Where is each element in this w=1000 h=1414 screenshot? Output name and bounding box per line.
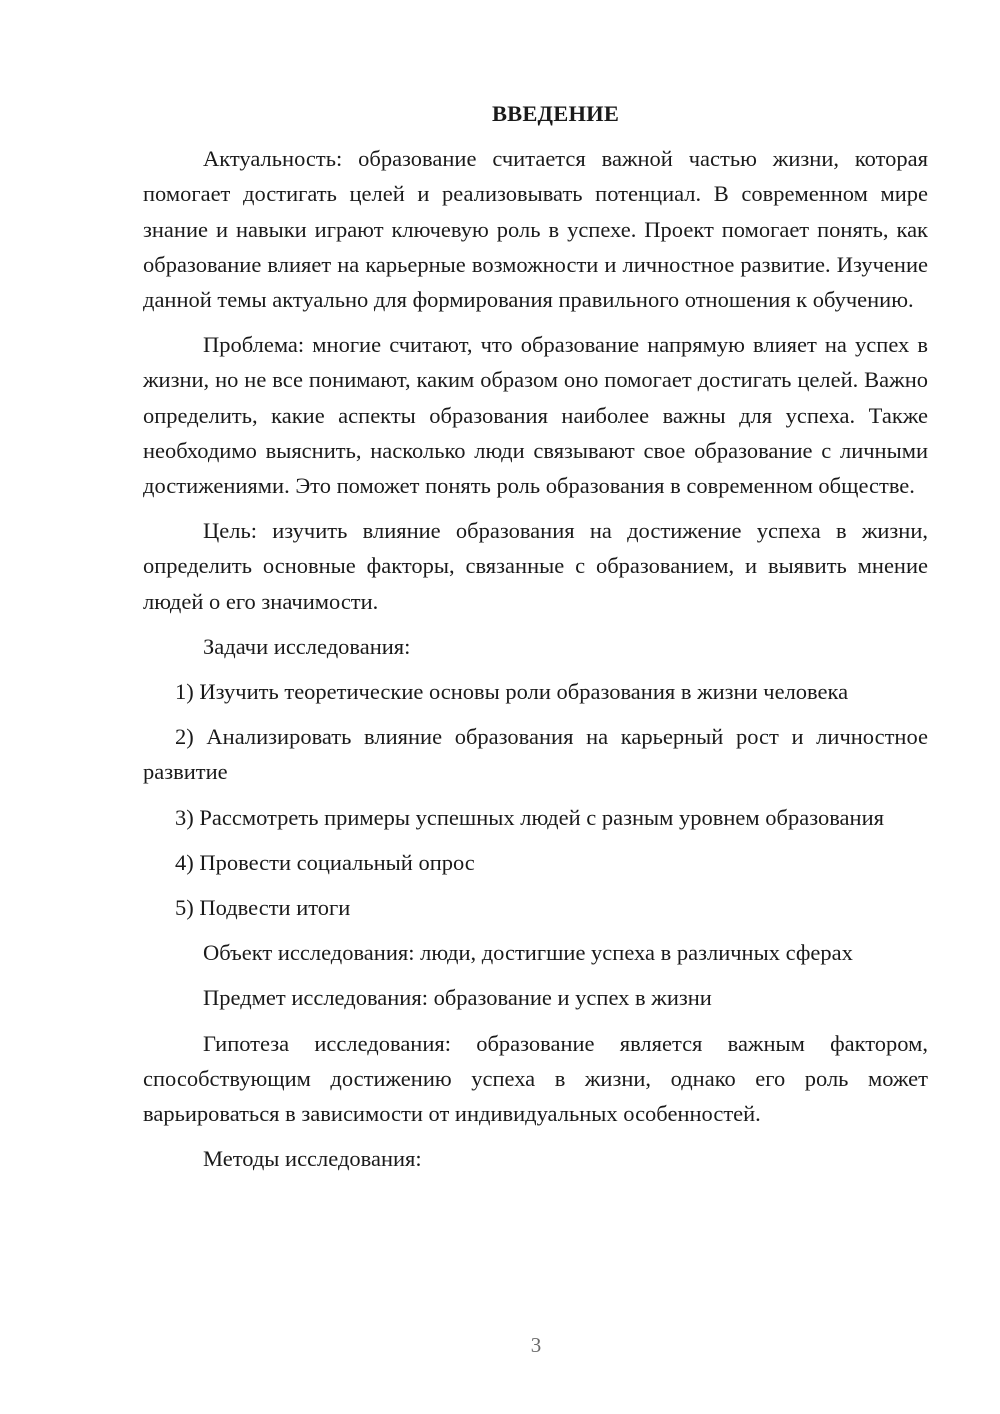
section-title: ВВЕДЕНИЕ	[491, 101, 620, 126]
page-number: 3	[530, 1333, 542, 1357]
task-item: 1) Изучить теоретические основы роли образования в жизни человека	[175, 679, 849, 705]
research-subject: Предмет исследования: образование и успех в жизни	[203, 985, 712, 1011]
research-object: Объект исследования: люди, достигшие успеха в различных сферах	[203, 940, 853, 966]
task-item: 5) Подвести итоги	[175, 895, 351, 921]
document-page	[143, 96, 928, 1186]
problem-paragraph: Проблема: многие считают, что образование напрямую влияет на успех в жизни, но не все понимают, каким образом оно помогает достигать целей. Важно определить, какие аспекты образования наиболее важны для успеха. Также необходимо выяснить, насколько люди связывают свое образование с личными достижениями. Это поможет понять роль образования в современном обществе.	[143, 332, 928, 499]
relevance-paragraph: Актуальность: образование считается важной частью жизни, которая помогает достигать целей и реализовывать потенциал. В современном мире знание и навыки играют ключевую роль в успехе. Проект помогает понять, как образование влияет на карьерные возможности и личностное развитие. Изучение данной темы актуально для формирования правильного отношения к обучению.	[143, 146, 928, 313]
hypothesis-paragraph: Гипотеза исследования: образование является важным фактором, способствующим достижению успеха в жизни, однако его роль может варьироваться в зависимости от индивидуальных особенностей.	[143, 1030, 928, 1127]
tasks-heading: Задачи исследования:	[203, 633, 411, 659]
methods-heading: Методы исследования:	[203, 1146, 422, 1172]
task-item: 3) Рассмотреть примеры успешных людей с разным уровнем образования	[175, 804, 884, 830]
task-item: 2) Анализировать влияние образования на карьерный рост и личностное развитие	[143, 724, 928, 785]
goal-paragraph: Цель: изучить влияние образования на достижение успеха в жизни, определить основные факторы, связанные с образованием, и выявить мнение людей о его значимости.	[143, 518, 928, 614]
task-item: 4) Провести социальный опрос	[175, 849, 475, 875]
